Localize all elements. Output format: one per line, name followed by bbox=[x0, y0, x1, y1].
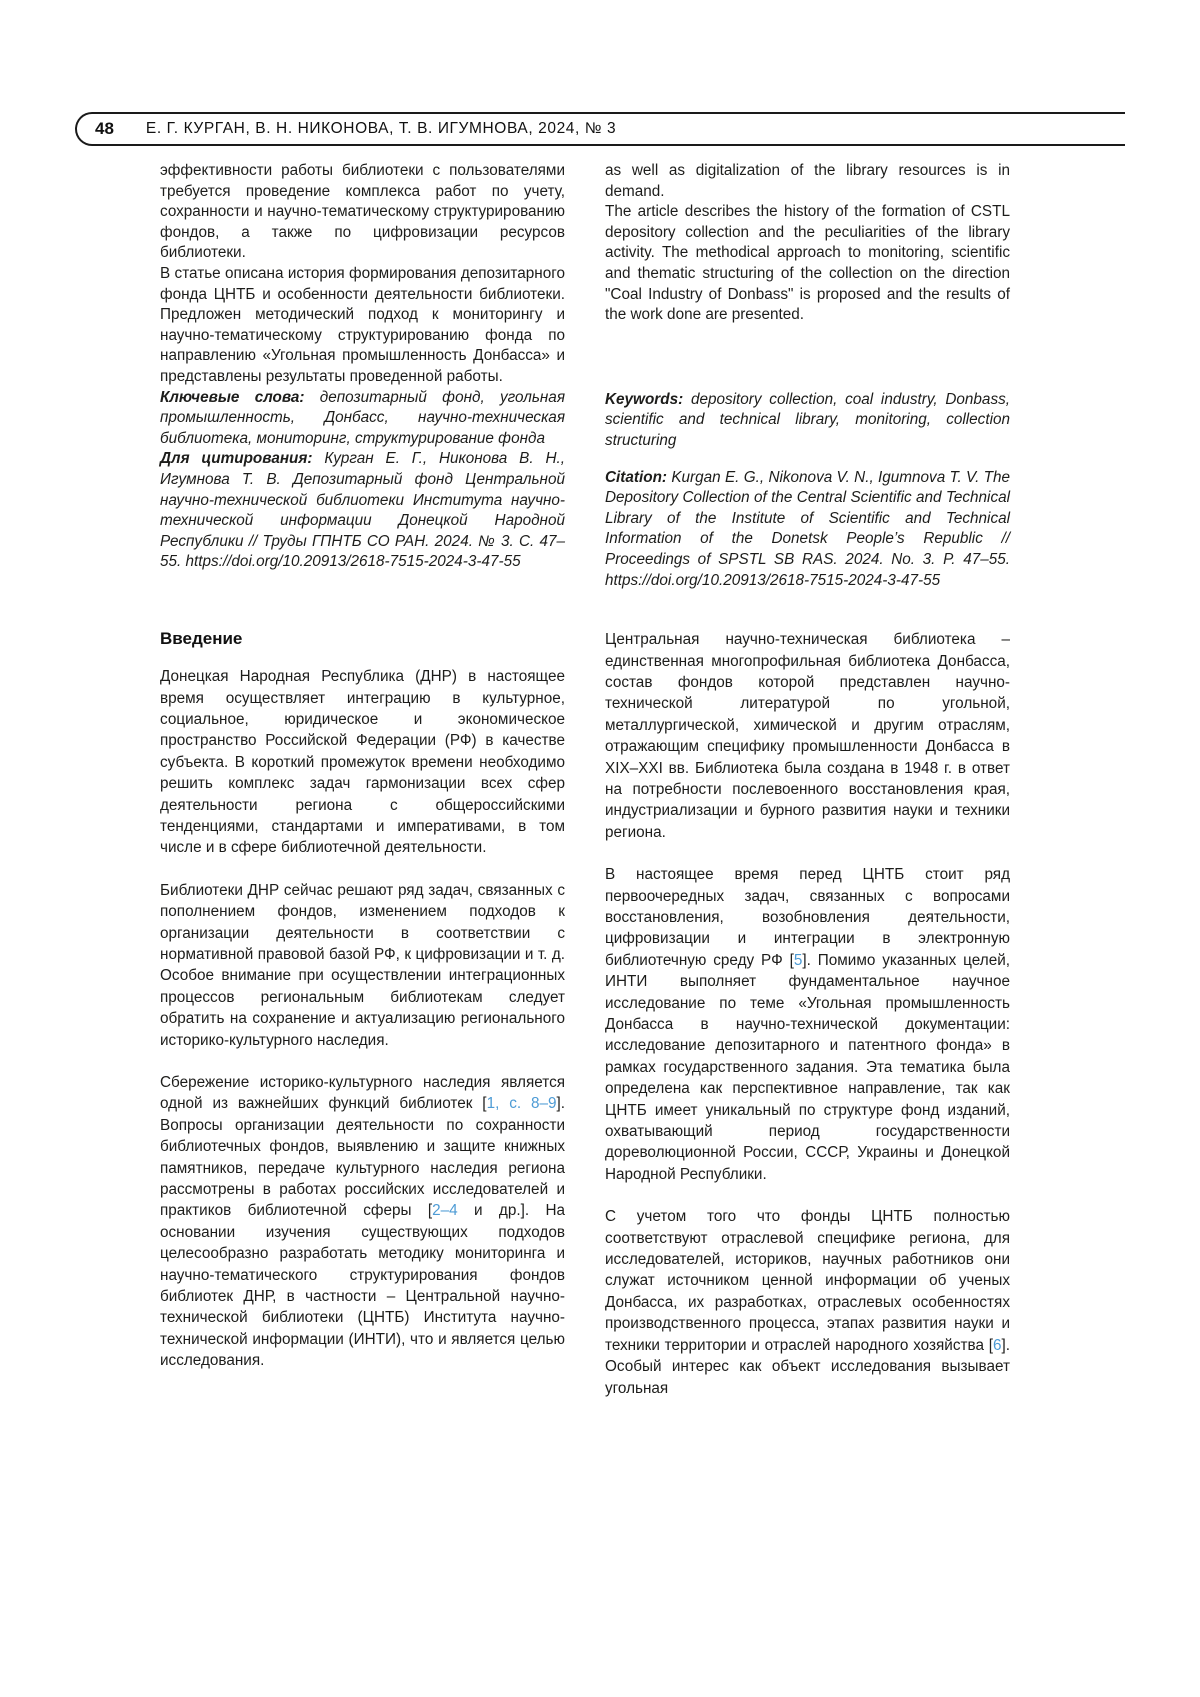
intro-right-paragraphs bbox=[605, 629, 1010, 1399]
abstract-en-column bbox=[605, 161, 1010, 591]
citation-en-label: Citation: bbox=[605, 468, 668, 486]
citation-reference-link[interactable]: 5 bbox=[793, 951, 803, 969]
paragraph-text: Донецкая Народная Республика (ДНР) в настоящее время осуществляет интеграцию в культурное, социальное, юридическое и экономическое пространство Российской Федерации (РФ) в качестве субъекта. В короткий промежуток времени необходимо решить комплекс задач гармонизации всех сфер деятельности региона с общероссийскими тенденциями, стандартами и императивами, в том числе и в сфере библиотечной деятельности. bbox=[160, 668, 565, 857]
paragraph-text: ]. Особый интерес как объект исследования вызывает угольная bbox=[605, 1336, 1010, 1397]
paragraph-text: С учетом того что фонды ЦНТБ полностью соответствуют отраслевой специфике региона, для исследователей, историков, научных работников они служат источником ценной информации об ученых Донбасса, их разработках, отраслевых особенностях производственного процесса, этапах развития науки и техники территории и отраслей народного хозяйства [ bbox=[605, 1208, 1010, 1354]
citation-ru-label: Для цитирования: bbox=[160, 450, 313, 468]
intro-left-column bbox=[160, 629, 565, 1399]
paragraph-text: Центральная научно-техническая библиотека – единственная многопрофильная библиотека Донбасса, состав фондов которой представлен научно-технической литературой по угольной, металлургической, химической и другим отраслям, отражающим специфику промышленности Донбасса в XIX–XXI вв. Библиотека была создана в 1948 г. в ответ на потребности послевоенного восстановления края, индустриализации и бурного развития науки и техники региона. bbox=[605, 631, 1010, 841]
page-content bbox=[160, 161, 1010, 1399]
keywords-ru-label: Ключевые слова: bbox=[160, 388, 305, 406]
citation-en-text: Kurgan E. G., Nikonova V. N., Igumnova T. V. The Depository Collection of the Central Scientific and Technical Library of the Institute of Scientific and Technical Information of the Donetsk People’s Republic // Proceedings of SPSTL SB RAS. 2024. No. 3. P. 47–55. https://doi.org/10.20913/2618-7515-2024-3-47-55 bbox=[605, 468, 1010, 589]
running-title: Е. Г. КУРГАН, В. Н. НИКОНОВА, Т. В. ИГУМНОВА, 2024, № 3 bbox=[145, 120, 617, 137]
citation-en-block bbox=[605, 468, 1010, 592]
citation-ru-text: Курган Е. Г., Никонова В. Н., Игумнова Т. В. Депозитарный фонд Центральной научно-технической библиотеки Института научно-технической информации Донецкой Народной Республики // Труды ГПНТБ СО РАН. 2024. № 3. С. 47–55. https://doi.org/10.20913/2618-7515-2024-3-47-55 bbox=[160, 450, 565, 571]
keywords-ru-block bbox=[160, 388, 565, 450]
abstract-ru-paragraph-1: эффективности работы библиотеки с пользователями требуется проведение комплекса работ по учету, сохранности и научно-тематическому структурированию фондов, а также по цифровизации ресурсов библиотеки. bbox=[160, 162, 565, 262]
citation-reference-link[interactable]: 6 bbox=[992, 1336, 1002, 1354]
abstract-en-paragraph-2: The article describes the history of the formation of CSTL depository collection and the peculiarities of the library activity. The methodical approach to monitoring, scientific and thematic structuring of the collection on the direction "Coal Industry of Donbass" is proposed and the results of the work done are presented. bbox=[605, 203, 1010, 324]
paragraph-text: Сбережение историко-культурного наследия является одной из важнейших функций библиотек [ bbox=[160, 1074, 565, 1113]
page-number: 48 bbox=[95, 119, 114, 138]
page-header bbox=[75, 112, 1125, 146]
body-paragraph bbox=[605, 864, 1010, 1185]
body-paragraph bbox=[605, 629, 1010, 843]
introduction-section bbox=[160, 629, 1010, 1399]
body-paragraph bbox=[160, 666, 565, 859]
citation-ru-block bbox=[160, 449, 565, 573]
body-paragraph bbox=[605, 1206, 1010, 1399]
intro-left-paragraphs bbox=[160, 666, 565, 1372]
body-paragraph bbox=[160, 1072, 565, 1372]
keywords-en-label: Keywords: bbox=[605, 390, 684, 408]
keywords-en-block bbox=[605, 390, 1010, 452]
keywords-ru-text: депозитарный фонд, угольная промышленность, Донбасс, научно-техническая библиотека, мониторинг, структурирование фонда bbox=[160, 388, 565, 447]
paragraph-text: В настоящее время перед ЦНТБ стоит ряд первоочередных задач, связанных с вопросами восстановления, возобновления деятельности, цифровизации и интеграции в электронную библиотечную среду РФ [ bbox=[605, 866, 1010, 969]
abstract-ru-column bbox=[160, 161, 565, 591]
keywords-en-text: depository collection, coal industry, Donbass, scientific and technical library, monitoring, collection structuring bbox=[605, 390, 1010, 449]
paragraph-text: ]. Помимо указанных целей, ИНТИ выполняет фундаментальное научное исследование по теме «Угольная промышленность Донбасса в научно-технической документации: исследование депозитарного и патентного фонда» в рамках государственного задания. Эта тематика была определена как перспективное направление, так как ЦНТБ имеет уникальный по структуре фонд изданий, охватывающий период государственности дореволюционной России, СССР, Украины и Донецкой Народной Республики. bbox=[605, 951, 1010, 1183]
paragraph-text: и др.]. На основании изучения существующих подходов целесообразно разработать методику мониторинга и научно-тематического структурирования фондов библиотек ДНР, в частности – Центральной научно-технической библиотеки (ЦНТБ) Института научно-технической информации (ИНТИ), что и является целью исследования. bbox=[160, 1202, 565, 1370]
intro-right-column bbox=[605, 629, 1010, 1399]
citation-reference-link[interactable]: 1, с. 8–9 bbox=[486, 1095, 557, 1113]
abstract-section bbox=[160, 161, 1010, 591]
body-paragraph bbox=[160, 880, 565, 1051]
paragraph-text: Библиотеки ДНР сейчас решают ряд задач, связанных с пополнением фондов, изменением подходов к организации деятельности в соответствии с нормативной правовой базой РФ, к цифровизации и т. д. Особое внимание при осуществлении интеграционных процессов региональным библиотекам следует обратить на сохранение и актуализацию регионального историко-культурного наследия. bbox=[160, 881, 565, 1049]
section-heading-introduction: Введение bbox=[160, 629, 243, 649]
citation-reference-link[interactable]: 2–4 bbox=[432, 1202, 458, 1220]
paragraph-text: ]. Вопросы организации деятельности по сохранности библиотечных фондов, выявлению и защите книжных памятников, передаче культурного наследия региона рассмотрены в работах российских исследователей и практиков библиотечной сферы [ bbox=[160, 1095, 565, 1220]
abstract-en-paragraph-1: as well as digitalization of the library resources is in demand. bbox=[605, 162, 1010, 200]
abstract-ru-paragraph-2: В статье описана история формирования депозитарного фонда ЦНТБ и особенности деятельности библиотеки. Предложен методический подход к мониторингу и научно-тематическому структурированию фонда по направлению «Угольная промышленность Донбасса» и представлены результаты проведенной работы. bbox=[160, 264, 565, 385]
